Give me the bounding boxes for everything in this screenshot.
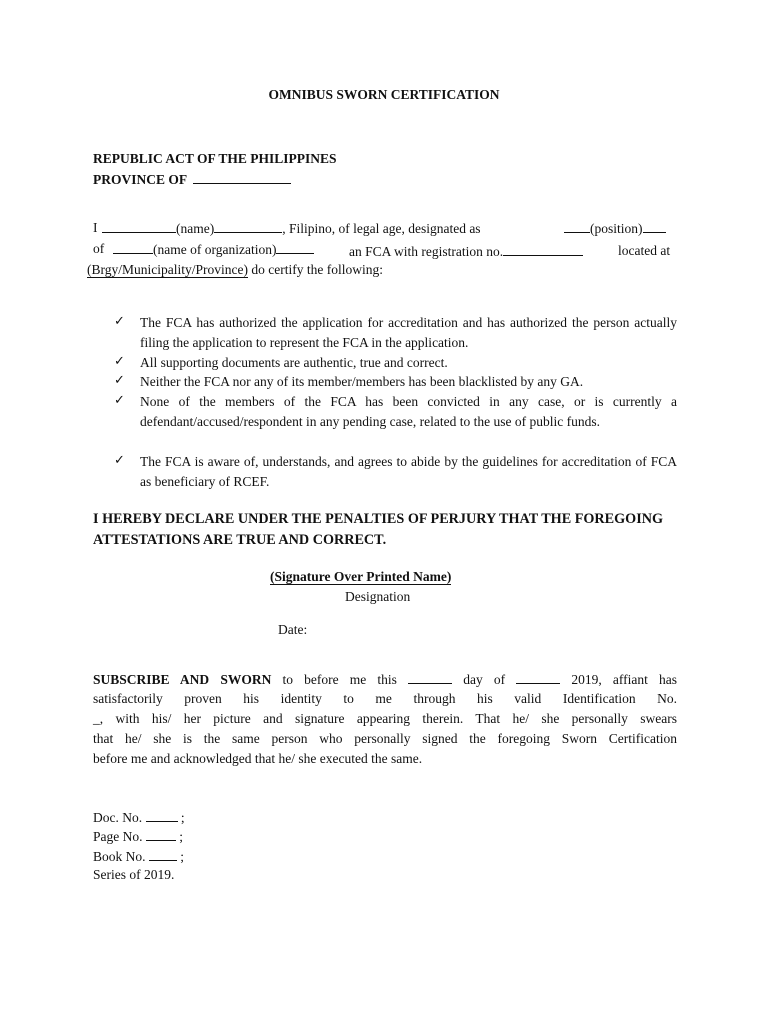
page-no-line [93, 828, 183, 845]
located-at-text: located at [618, 243, 671, 258]
name-blank-left [102, 220, 176, 233]
doc-no-label: Doc. No. [93, 810, 143, 825]
check-icon: ✓ [114, 452, 125, 467]
organization-field-wrap [113, 241, 314, 258]
check-icon: ✓ [114, 313, 125, 328]
header-province [93, 171, 291, 188]
name-field-wrap [102, 220, 481, 237]
filipino-text: , Filipino, of legal age, designated as [282, 221, 481, 236]
jurat-lead: SUBSCRIBE AND SWORN [93, 672, 272, 687]
intro-of: of [93, 241, 105, 256]
month-blank [516, 671, 560, 684]
page-no-blank [146, 828, 176, 841]
position-placeholder: (position) [590, 221, 643, 236]
intro-line-3 [87, 262, 383, 278]
address-placeholder: (Brgy/Municipality/Province) [87, 262, 248, 277]
perjury-declaration: I HEREBY DECLARE UNDER THE PENALTIES OF PERJURY THAT THE FOREGOING ATTESTATIONS ARE TRUE AND CORRECT. [93, 511, 664, 548]
document-title: OMNIBUS SWORN CERTIFICATION [268, 87, 500, 102]
book-no-blank [149, 848, 177, 861]
list-item: The FCA has authorized the application for accreditation and has authorized the person actually filing the application to represent the FCA in the application. [140, 315, 677, 350]
position-field-wrap [564, 220, 666, 237]
page-no-label: Page No. [93, 829, 143, 844]
check-icon: ✓ [114, 392, 125, 407]
jurat-text: day of [463, 672, 506, 687]
province-blank [193, 171, 291, 184]
organization-blank-right [276, 241, 314, 254]
signature-line [270, 569, 451, 585]
position-blank-right [643, 220, 666, 233]
jurat-line-1 [93, 671, 677, 688]
designation-label: Designation [345, 589, 411, 604]
book-no-label: Book No. [93, 849, 146, 864]
name-blank-right [214, 220, 282, 233]
day-blank [408, 671, 452, 684]
list-item: None of the members of the FCA has been convicted in any case, or is currently a defendant/accused/respondent in any pending case, related to the use of public funds. [140, 394, 677, 429]
signature-placeholder: (Signature Over Printed Name) [270, 569, 452, 584]
jurat-line-5: before me and acknowledged that he/ she executed the same. [93, 751, 423, 766]
list-item: All supporting documents are authentic, true and correct. [140, 355, 448, 370]
jurat-text: 2019, affiant has [571, 672, 678, 687]
doc-no-line [93, 809, 185, 826]
province-label: PROVINCE OF [93, 172, 187, 187]
fca-registration-wrap [349, 243, 583, 260]
check-icon: ✓ [114, 372, 125, 387]
position-blank-left [564, 220, 590, 233]
date-label: Date: [278, 622, 308, 637]
page-no-semicolon: ; [179, 829, 184, 844]
book-no-semicolon: ; [180, 849, 185, 864]
fca-registration-text: an FCA with registration no. [349, 244, 504, 259]
doc-no-blank [146, 809, 178, 822]
list-item: Neither the FCA nor any of its member/members has been blacklisted by any GA. [140, 374, 584, 389]
registration-blank [503, 243, 583, 256]
book-no-line [93, 848, 184, 865]
jurat-text: to before me this [282, 672, 397, 687]
intro-i: I [93, 220, 98, 235]
doc-no-semicolon: ; [180, 810, 185, 825]
header-republic-act: REPUBLIC ACT OF THE PHILIPPINES [93, 151, 337, 166]
organization-placeholder: (name of organization) [153, 242, 277, 257]
check-icon: ✓ [114, 353, 125, 368]
intro-line-1 [93, 220, 98, 236]
series-line: Series of 2019. [93, 867, 175, 882]
name-placeholder: (name) [176, 221, 215, 236]
list-item: The FCA is aware of, understands, and agrees to abide by the guidelines for accreditation of FCA as beneficiary of RCEF. [140, 454, 677, 489]
jurat-line-4: that he/ she is the same person who personally signed the foregoing Sworn Certification [93, 731, 677, 746]
jurat-line-3: _, with his/ her picture and signature appearing therein. That he/ she personally swears [93, 711, 677, 726]
certify-text: do certify the following: [251, 262, 383, 277]
organization-blank-left [113, 241, 153, 254]
jurat-line-2: satisfactorily proven his identity to me through his valid Identification No. [93, 691, 677, 706]
